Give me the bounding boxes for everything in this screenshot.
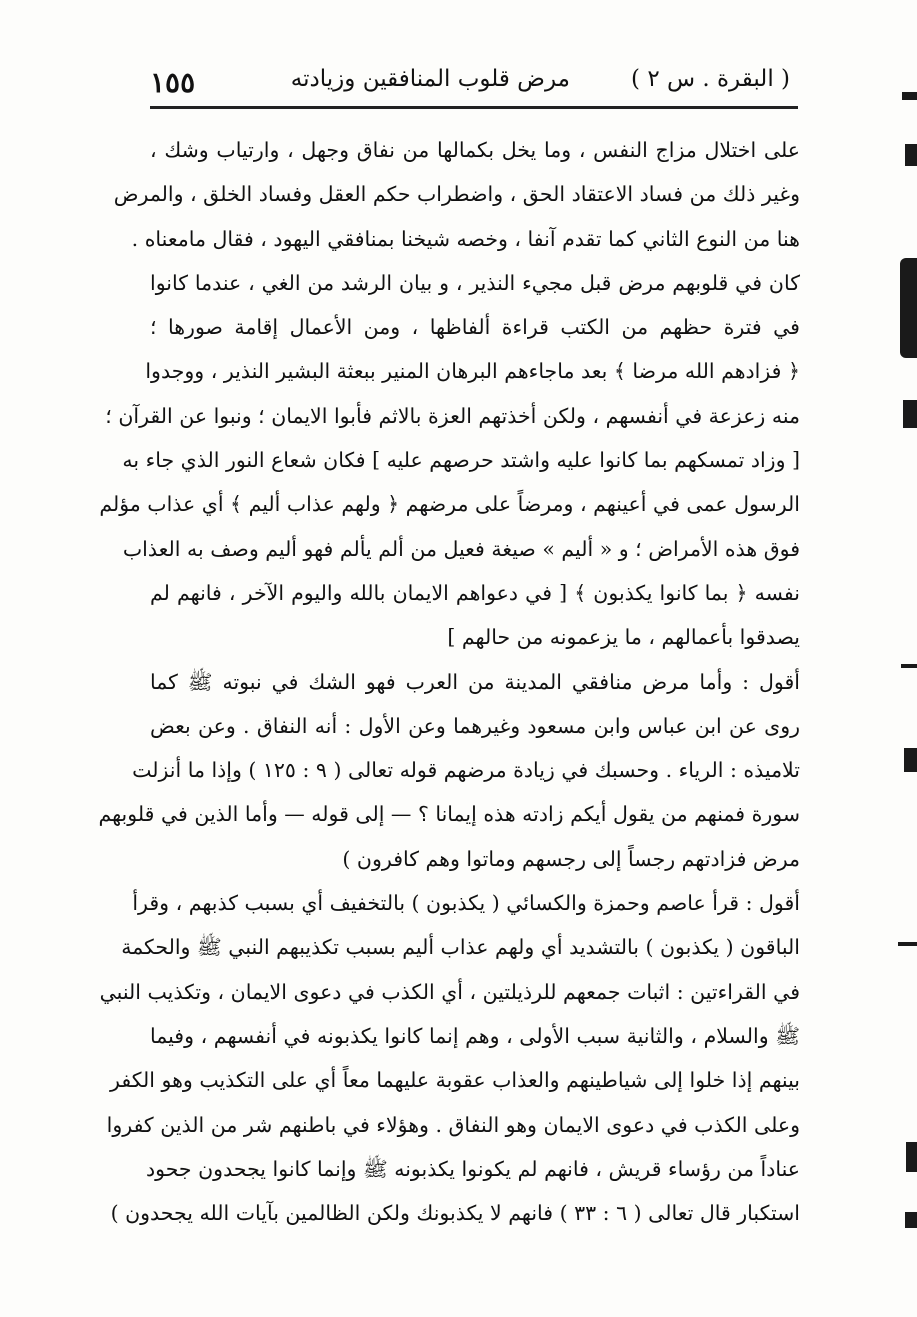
text-line: نفسه ﴿ بما كانوا يكذبون ﴾ [ في دعواهم الايمان بالله واليوم الآخر ، فانهم لم [150,580,800,605]
scan-edge-mark [906,1142,917,1172]
text-line: منه زعزعة في أنفسهم ، ولكن أخذتهم العزة بالاثم فأبوا الايمان ؛ ونبوا عن القرآن ؛ [105,403,800,428]
scan-edge-mark [903,400,917,428]
text-line: ﷺ والسلام ، والثانية سبب الأولى ، وهم إنما كانوا يكذبونه في أنفسهم ، وفيما [150,1023,800,1048]
text-line: فوق هذه الأمراض ؛ و « أليم » صيغة فعيل من ألم يألم فهو أليم وصف به العذاب [122,536,800,561]
text-line: أقول : قرأ عاصم وحمزة والكسائي ( يكذبون ) بالتخفيف أي بسبب كذبهم ، وقرأ [132,891,800,916]
page-body [98,128,800,1235]
text-line: وغير ذلك من فساد الاعتقاد الحق ، واضطراب حكم العقل وفساد الخلق ، والمرض [113,182,800,207]
text-line: روى عن ابن عباس وابن مسعود وغيرهما وعن الأول : أنه النفاق . وعن بعض [150,713,800,738]
text-line: ﴿ فزادهم الله مرضا ﴾ بعد ماجاءهم البرهان المنير ببعثة البشير النذير ، ووجدوا [145,359,800,384]
scan-edge-mark [904,748,917,772]
header-title: مرض قلوب المنافقين وزيادته [290,66,570,92]
running-header [150,62,790,102]
scan-edge-mark [900,258,917,358]
text-line: الرسول عمى في أعينهم ، ومرضاً على مرضهم ﴿ ولهم عذاب أليم ﴾ أي عذاب مؤلم [99,492,800,517]
text-line: على اختلال مزاج النفس ، وما يخل بكمالها من نفاق وجهل ، وارتياب وشك ، [150,138,800,162]
text-line: هنا من النوع الثاني كما تقدم آنفا ، وخصه شيخنا بمنافقي اليهود ، فقال مامعناه . [131,226,800,251]
text-line: تلاميذه : الرياء . وحسبك في زيادة مرضهم قوله تعالى ( ٩ : ١٢٥ ) وإذا ما أنزلت [132,758,800,783]
text-line: استكبار قال تعالى ( ٦ : ٣٣ ) فانهم لا يكذبونك ولكن الظالمين بآيات الله يجحدون ) [110,1201,800,1226]
header-rule [150,106,798,109]
text-line: الباقون ( يكذبون ) بالتشديد أي ولهم عذاب أليم بسبب تكذيبهم النبي ﷺ والحكمة [121,935,800,960]
text-line: في فترة حظهم من الكتب قراءة ألفاظها ، ومن الأعمال إقامة صورها ؛ [150,315,800,340]
header-sura: ( البقرة . س ٢ ) [631,66,790,92]
text-line: سورة فمنهم من يقول أيكم زادته هذه إيمانا ؟ — إلى قوله — وأما الذين في قلوبهم [98,802,800,827]
text-line: كان في قلوبهم مرض قبل مجيء النذير ، و بيان الرشد من الغي ، عندما كانوا [150,270,800,295]
scan-edge-mark [901,664,917,668]
scan-edge-mark [905,144,917,166]
text-line: مرض فزادتهم رجساً إلى رجسهم وماتوا وهم كافرون ) [342,846,800,871]
text-line: وعلى الكذب في دعوى الايمان وهو النفاق . وهؤلاء في باطنهم شر من الذين كفروا [106,1112,800,1137]
text-line: في القراءتين : اثبات جمعهم للرذيلتين ، أي الكذب في دعوى الايمان ، وتكذيب النبي [99,979,800,1004]
page-number: ١٥٥ [150,66,196,99]
scan-edge-mark [902,92,917,100]
scan-edge-mark [898,942,917,946]
scan-edge-mark [905,1212,917,1228]
text-line: [ وزاد تمسكهم بما كانوا عليه واشتد حرصهم عليه ] فكان شعاع النور الذي جاء به [122,448,800,473]
text-line: يصدقوا بأعمالهم ، ما يزعمونه من حالهم ] [447,625,800,650]
text-line: عناداً من رؤساء قريش ، فانهم لم يكونوا يكذبونه ﷺ وإنما كانوا يجحدون جحود [145,1156,800,1181]
text-line: أقول : وأما مرض منافقي المدينة من العرب فهو الشك في نبوته ﷺ كما [150,669,800,694]
text-line: بينهم إذا خلوا إلى شياطينهم والعذاب عقوبة عليهما معاً أي على التكذيب وهو الكفر [110,1068,800,1093]
